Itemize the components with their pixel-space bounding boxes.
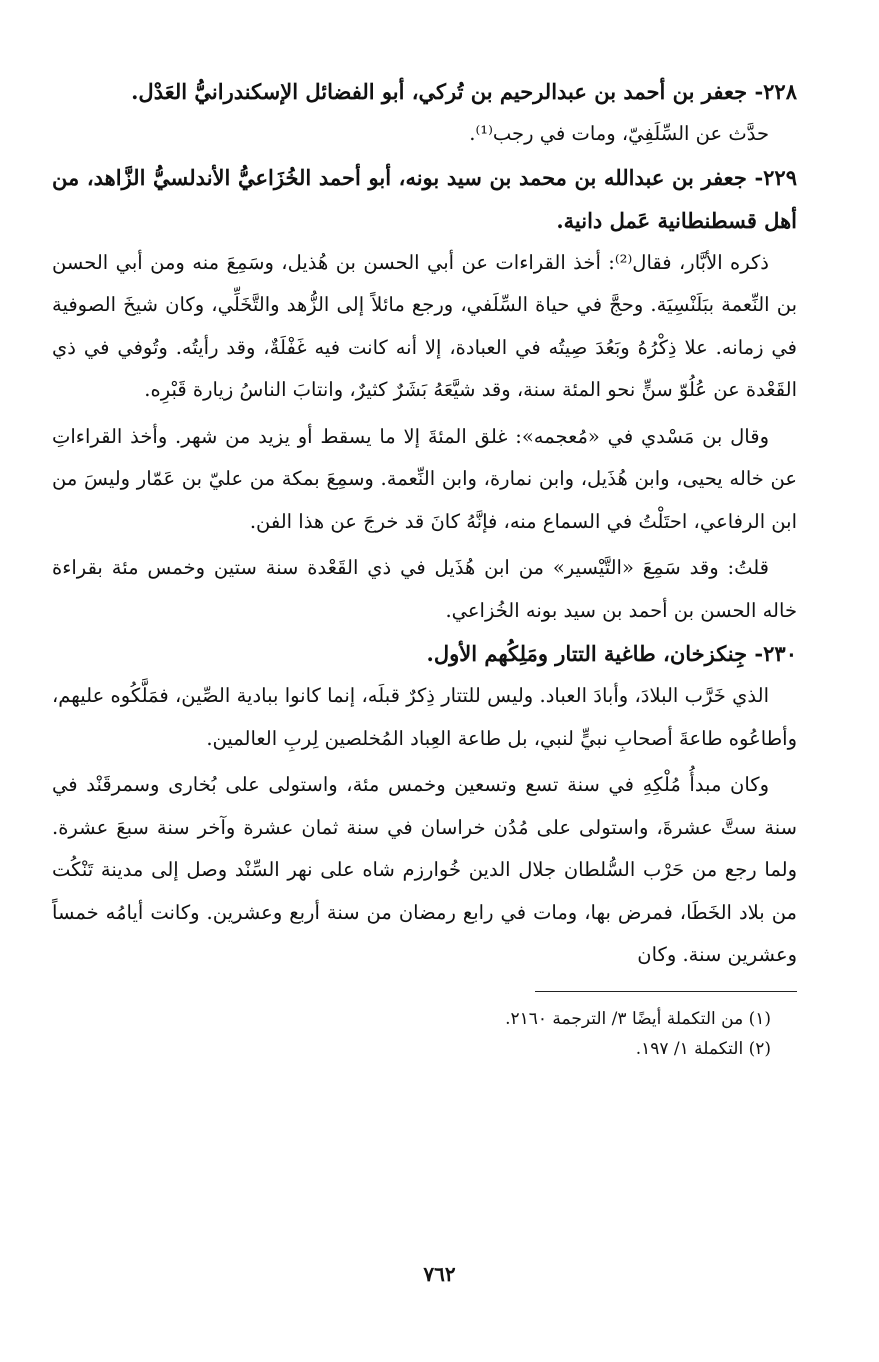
footnote-rule: [535, 991, 797, 992]
footnote-2: (٢) التكملة ١/ ١٩٧.: [635, 1038, 771, 1059]
entry-228-text: حدَّث عن السِّلَفِيّ، ومات في رجب⁽¹⁾.: [469, 122, 769, 145]
entry-230-heading: ٢٣٠- جِنكزخان، طاغية التتار ومَلِكُهم الأول.: [426, 641, 797, 666]
footnote-1: (١) من التكملة أيضًا ٣/ الترجمة ٢١٦٠.: [505, 1008, 771, 1029]
page-number: ٧٦٢: [423, 1262, 456, 1286]
entry-229-abbar-quote: ذكره الأبَّار، فقال⁽²⁾: أخذ القراءات عن أبي الحسن بن هُذيل، وسَمِعَ منه ومن أبي الحسن بن النِّعمة ببَلَنْسِيَة. وحجَّ في حياة السِّلَفي، ورجع مائلاً إلى الزُّهد والتَّخَلِّي، وكان شيخَ الصوفية في زمانه. علا ذِكْرُهُ وبَعُدَ صِيتُه في العبادة، إلا أنه كانت فيه غَفْلَةٌ، وقد رأيتُه. وتُوفي في ذي القَعْدة عن عُلُوّ سنٍّ نحو المئة سنة، وقد شيَّعَهُ بَشَرٌ كثيرٌ، وانتابَ الناسُ زيارة قَبْرِه.: [52, 250, 797, 401]
entry-229-heading: ٢٢٩- جعفر بن عبدالله بن محمد بن سيد بونه، أبو أحمد الخُزَاعيُّ الأندلسيُّ الزَّاهد، من أهل قسطنطانية عَمل دانية.: [52, 164, 797, 233]
entry-230-reign: وكان مبدأُ مُلْكِهِ في سنة تسع وتسعين وخمس مئة، واستولى على بُخارى وسمرقَنْد في سنة ستَّ عشرةَ، واستولى على مُدُن خراسان في سنة ثمان عشرة وآخر سنة سبعَ عشرة. ولما رجع من حَرْب السُّلطان جلال الدين خُوارزم شاه على نهر السِّنْد وصل إلى مدينة تَنْكُت من بلاد الخَطَا، فمرض بها، ومات في رابع رمضان من سنة أربع وعشرين. وكانت أيامُه خمساً وعشرين سنة. وكان: [52, 773, 797, 966]
entry-230-intro: الذي خَرَّب البلادَ، وأبادَ العباد. وليس للتتار ذِكرٌ قبلَه، إنما كانوا ببادية الصِّين، فمَلَّكُوه عليهم، وأطاعُوه طاعةَ أصحابِ نبيٍّ لنبي، بل طاعة العِباد المُخلصين لِربِ العالمين.: [52, 684, 797, 750]
entry-229-ibn-masdi-quote: وقال بن مَسْدي في «مُعجمه»: غلق المئةَ إلا ما يسقط أو يزيد من شهر. وأخذ القراءاتِ عن خاله يحيى، وابن هُذَيل، وابن نمارة، وابن النِّعمة. وسمِعَ بمكة من عليّ بن عَمّار وليسَ من ابن الرفاعي، احتَلْتُ في السماع منه، فإنَّهُ كانَ قد خرجَ عن هذا الفن.: [52, 424, 797, 533]
entry-228-heading: ٢٢٨- جعفر بن أحمد بن عبدالرحيم بن تُركي، أبو الفضائل الإسكندرانيُّ العَدْل.: [131, 79, 797, 104]
entry-229-author-note: قلتُ: وقد سَمِعَ «التَّيْسير» من ابن هُذَيل في ذي القَعْدة سنة ستين وخمس مئة بقراءة خاله الحسن بن أحمد بن سيد بونه الخُزاعي.: [52, 556, 797, 622]
